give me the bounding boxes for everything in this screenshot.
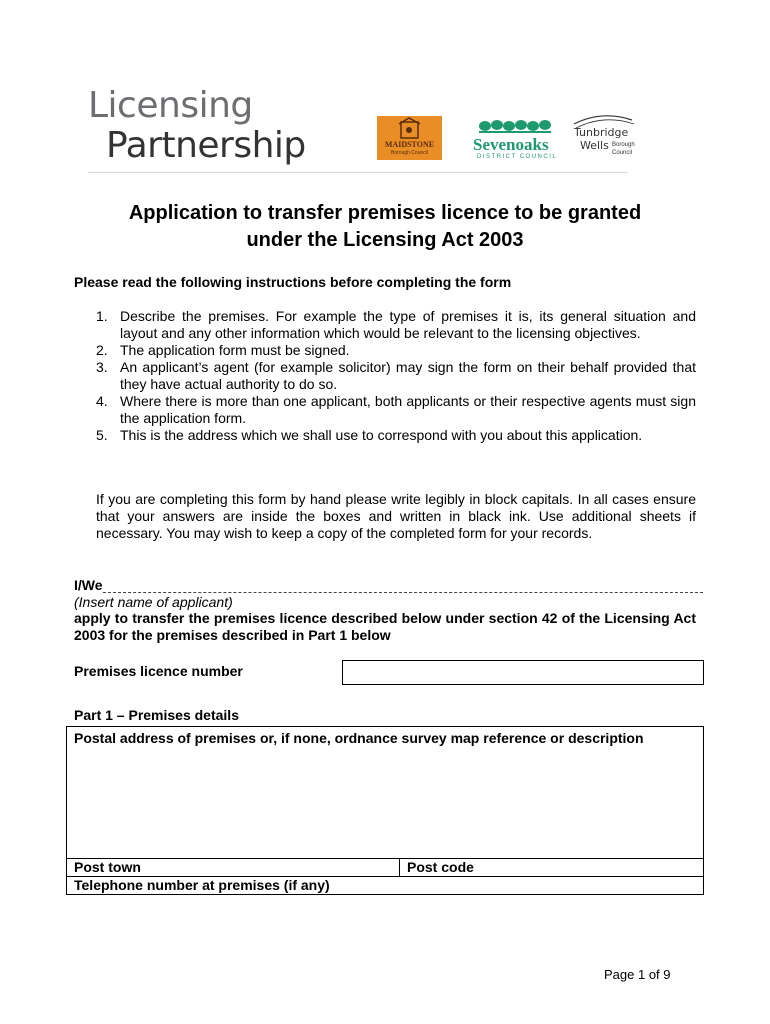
form-title-line1: Application to transfer premises licence to be granted [128, 202, 642, 224]
licence-number-label: Premises licence number [74, 663, 243, 679]
sevenoaks-logo-subtext: DISTRICT COUNCIL [477, 154, 558, 160]
instruction-number: 1. [96, 308, 108, 324]
instruction-item [96, 393, 696, 427]
telephone-field[interactable] [367, 877, 701, 893]
instruction-text: Describe the premises. For example the type of premises it is, its general situation and layout and any other information which would be relevant to the licensing objectives. [120, 308, 696, 341]
logo-line-licensing: Licensing [88, 85, 253, 126]
licence-number-field[interactable] [342, 660, 704, 685]
instruction-text: Where there is more than one applicant, both applicants or their respective agents must sign the application form. [120, 393, 696, 426]
applicant-name-line[interactable] [103, 592, 703, 593]
instruction-number: 4. [96, 393, 108, 409]
address-field[interactable] [67, 765, 703, 857]
applicant-statement: apply to transfer the premises licence described below under section 42 of the Licensing Act 2003 for the premises described in Part 1 below [74, 610, 696, 643]
sevenoaks-logo [471, 118, 563, 162]
instruction-number: 5. [96, 427, 108, 443]
telephone-label: Telephone number at premises (if any) [74, 877, 330, 893]
tw-logo-line1: Tunbridge [574, 126, 629, 139]
instruction-item [96, 342, 696, 359]
licensing-partnership-logo [88, 86, 306, 166]
sevenoaks-logo-text: Sevenoaks [473, 135, 549, 154]
table-divider [399, 858, 400, 876]
form-title-line2: under the Licensing Act 2003 [246, 229, 524, 251]
instruction-item [96, 308, 696, 342]
applicant-hint: (Insert name of applicant) [74, 594, 233, 610]
instruction-text: An applicant’s agent (for example solicitor) may sign the form on their behalf provided that they have actual authority to do so. [120, 359, 696, 392]
applicant-label: I/We [74, 577, 103, 593]
maidstone-logo-subtext: Borough Council [391, 150, 428, 156]
part1-heading: Part 1 – Premises details [74, 707, 239, 723]
post-code-label: Post code [407, 859, 474, 875]
tw-logo-council: Council [612, 150, 633, 156]
instruction-text: This is the address which we shall use to correspond with you about this application. [120, 427, 643, 443]
instruction-text: The application form must be signed. [120, 342, 350, 358]
address-label: Postal address of premises or, if none, ordnance survey map reference or description [74, 730, 644, 746]
tw-logo-line2: Wells [580, 139, 609, 152]
instructions-list [96, 308, 696, 444]
maidstone-logo-text: MAIDSTONE [384, 140, 435, 149]
tw-logo-borough: Borough [612, 142, 635, 148]
premises-details-table [66, 726, 704, 895]
instructions-note: If you are completing this form by hand please write legibly in block capitals. In all cases ensure that your answers are inside the boxes and written in black ink. Use additional sheets if necessary. You may wish to keep a copy of the completed form for your records. [96, 491, 696, 541]
form-title [70, 200, 700, 254]
tunbridge-wells-logo [572, 112, 642, 164]
post-code-field[interactable] [487, 859, 701, 876]
instruction-number: 3. [96, 359, 108, 375]
header-divider [88, 172, 628, 173]
page-number: Page 1 of 9 [604, 967, 671, 982]
instruction-number: 2. [96, 342, 108, 358]
instructions-heading: Please read the following instructions before completing the form [74, 274, 512, 290]
logo-line-partnership: Partnership [106, 125, 306, 166]
instruction-item [96, 427, 696, 444]
maidstone-logo [377, 116, 442, 160]
post-town-field[interactable] [157, 859, 397, 876]
instruction-item [96, 359, 696, 393]
post-town-label: Post town [74, 859, 141, 875]
